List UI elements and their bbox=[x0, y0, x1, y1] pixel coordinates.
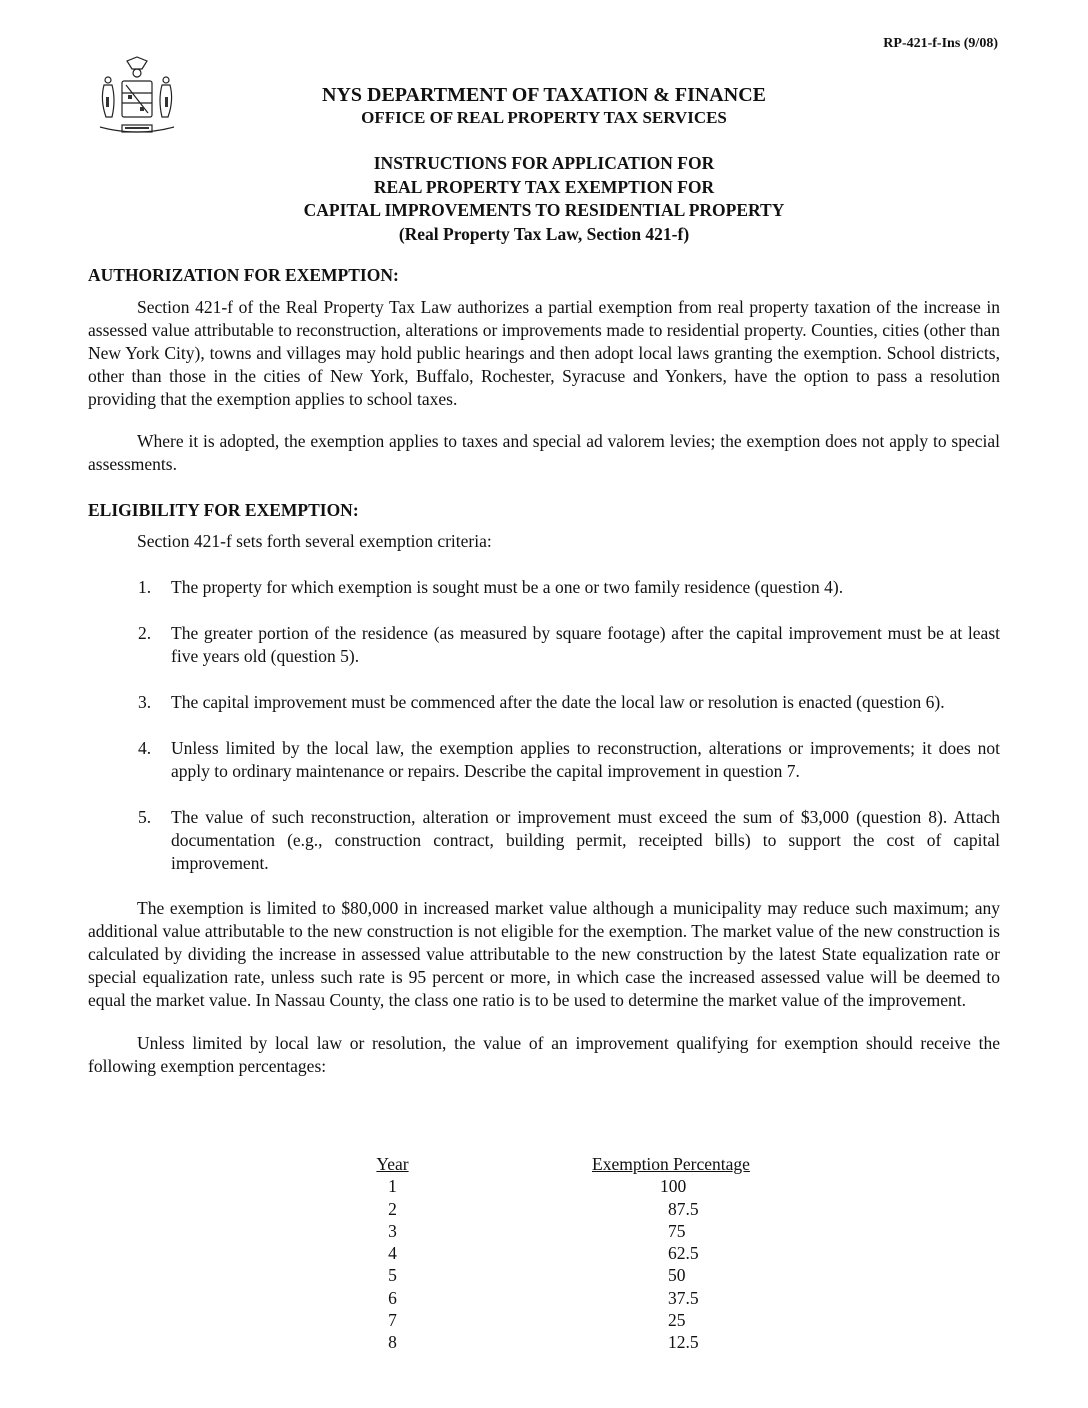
criteria-number: 4. bbox=[138, 738, 152, 758]
section-heading: AUTHORIZATION FOR EXEMPTION: bbox=[88, 265, 399, 285]
criteria-item bbox=[88, 576, 1000, 599]
document-title bbox=[0, 152, 1088, 246]
paragraph: Unless limited by local law or resolution, the value of an improvement qualifying for exemption should receive the following exemption percentages: bbox=[88, 1033, 1000, 1076]
criteria-text: The greater portion of the residence (as measured by square footage) after the capital improvement must be at least five years old (question 5). bbox=[171, 623, 1000, 666]
criteria-text: Unless limited by the local law, the exemption applies to reconstruction, alterations or improvements; it does not apply to ordinary maintenance or repairs. Describe the capital improvement in question 7. bbox=[171, 738, 1000, 781]
year-cell: 4 bbox=[388, 1243, 397, 1264]
column-header-percentage: Exemption Percentage bbox=[592, 1154, 750, 1174]
criteria-number: 5. bbox=[138, 807, 152, 827]
percentage-cell: 87.5 bbox=[668, 1198, 699, 1219]
table-row bbox=[370, 1264, 770, 1286]
year-cell: 8 bbox=[388, 1332, 397, 1353]
office-name: OFFICE OF REAL PROPERTY TAX SERVICES bbox=[361, 108, 727, 127]
criteria-number: 3. bbox=[138, 692, 152, 712]
title-subline: (Real Property Tax Law, Section 421-f) bbox=[398, 223, 690, 244]
year-cell: 5 bbox=[388, 1265, 397, 1286]
table-row bbox=[370, 1309, 770, 1331]
paragraph: Section 421-f sets forth several exemption criteria: bbox=[137, 531, 492, 551]
table-row bbox=[370, 1198, 770, 1220]
percentage-cell: 75 bbox=[668, 1220, 686, 1241]
authorization-section bbox=[88, 264, 1000, 476]
department-name: NYS DEPARTMENT OF TAXATION & FINANCE bbox=[322, 84, 766, 106]
table-row bbox=[370, 1220, 770, 1242]
paragraph: Section 421-f of the Real Property Tax Law authorizes a partial exemption from real property taxation of the increase in assessed value attributable to reconstruction, alterations or improvements made to residential property. Counties, cities (other than New York City), towns and villages may hold public hearings and then adopt local laws granting the exemption. School districts, other than those in the cities of New York, Buffalo, Rochester, Syracuse and Yonkers, have the option to pass a resolution providing that the exemption applies to school taxes. bbox=[88, 297, 1000, 409]
criteria-number: 2. bbox=[138, 623, 152, 643]
table-row bbox=[370, 1331, 770, 1353]
title-line: INSTRUCTIONS FOR APPLICATION FOR bbox=[373, 153, 715, 173]
percentage-cell: 25 bbox=[668, 1310, 686, 1331]
criteria-text: The capital improvement must be commenced after the date the local law or resolution is enacted (question 6). bbox=[171, 692, 945, 712]
year-cell: 1 bbox=[388, 1176, 397, 1197]
title-line: CAPITAL IMPROVEMENTS TO RESIDENTIAL PROPERTY bbox=[303, 200, 785, 220]
exemption-schedule-table bbox=[370, 1153, 770, 1354]
criteria-item bbox=[88, 806, 1000, 875]
percentage-cell: 62.5 bbox=[668, 1243, 699, 1264]
percentage-cell: 12.5 bbox=[668, 1332, 699, 1353]
table-row bbox=[370, 1242, 770, 1264]
criteria-item bbox=[88, 737, 1000, 783]
paragraph: The exemption is limited to $80,000 in increased market value although a municipality may reduce such maximum; any additional value attributable to the new construction is not eligible for the exemption. The market value of the new construction is calculated by dividing the increase in assessed value attributable to the new construction by the latest State equalization rate or special equalization rate, unless such rate is 95 percent or more, in which case the increased assessed value will be deemed to equal the market value. In Nassau County, the class one ratio is to be used to determine the market value of the improvement. bbox=[88, 898, 1000, 1010]
table-row bbox=[370, 1175, 770, 1197]
eligibility-section bbox=[88, 499, 1000, 1078]
form-id: RP-421-f-Ins (9/08) bbox=[883, 36, 998, 51]
percentage-cell: 50 bbox=[668, 1265, 686, 1286]
criteria-text: The value of such reconstruction, alteration or improvement must exceed the sum of $3,000 (question 8). Attach documentation (e.g., construction contract, building permit, receipted bills) to support the cost of capital improvement. bbox=[171, 807, 1000, 873]
paragraph: Where it is adopted, the exemption applies to taxes and special ad valorem levies; the exemption does not apply to special assessments. bbox=[88, 431, 1000, 474]
section-heading: ELIGIBILITY FOR EXEMPTION: bbox=[88, 500, 359, 520]
title-line: REAL PROPERTY TAX EXEMPTION FOR bbox=[373, 176, 715, 197]
criteria-item bbox=[88, 691, 1000, 714]
criteria-text: The property for which exemption is sought must be a one or two family residence (question 4). bbox=[171, 577, 844, 597]
percentage-cell: 37.5 bbox=[668, 1287, 699, 1308]
year-cell: 6 bbox=[388, 1287, 397, 1308]
criteria-number: 1. bbox=[138, 577, 152, 597]
table-row bbox=[370, 1287, 770, 1309]
table-header-row bbox=[370, 1153, 770, 1175]
column-header-year: Year bbox=[376, 1154, 409, 1174]
percentage-cell: 100 bbox=[660, 1176, 687, 1197]
criteria-item bbox=[88, 622, 1000, 668]
year-cell: 2 bbox=[388, 1198, 397, 1219]
year-cell: 3 bbox=[388, 1220, 397, 1241]
year-cell: 7 bbox=[388, 1310, 397, 1331]
